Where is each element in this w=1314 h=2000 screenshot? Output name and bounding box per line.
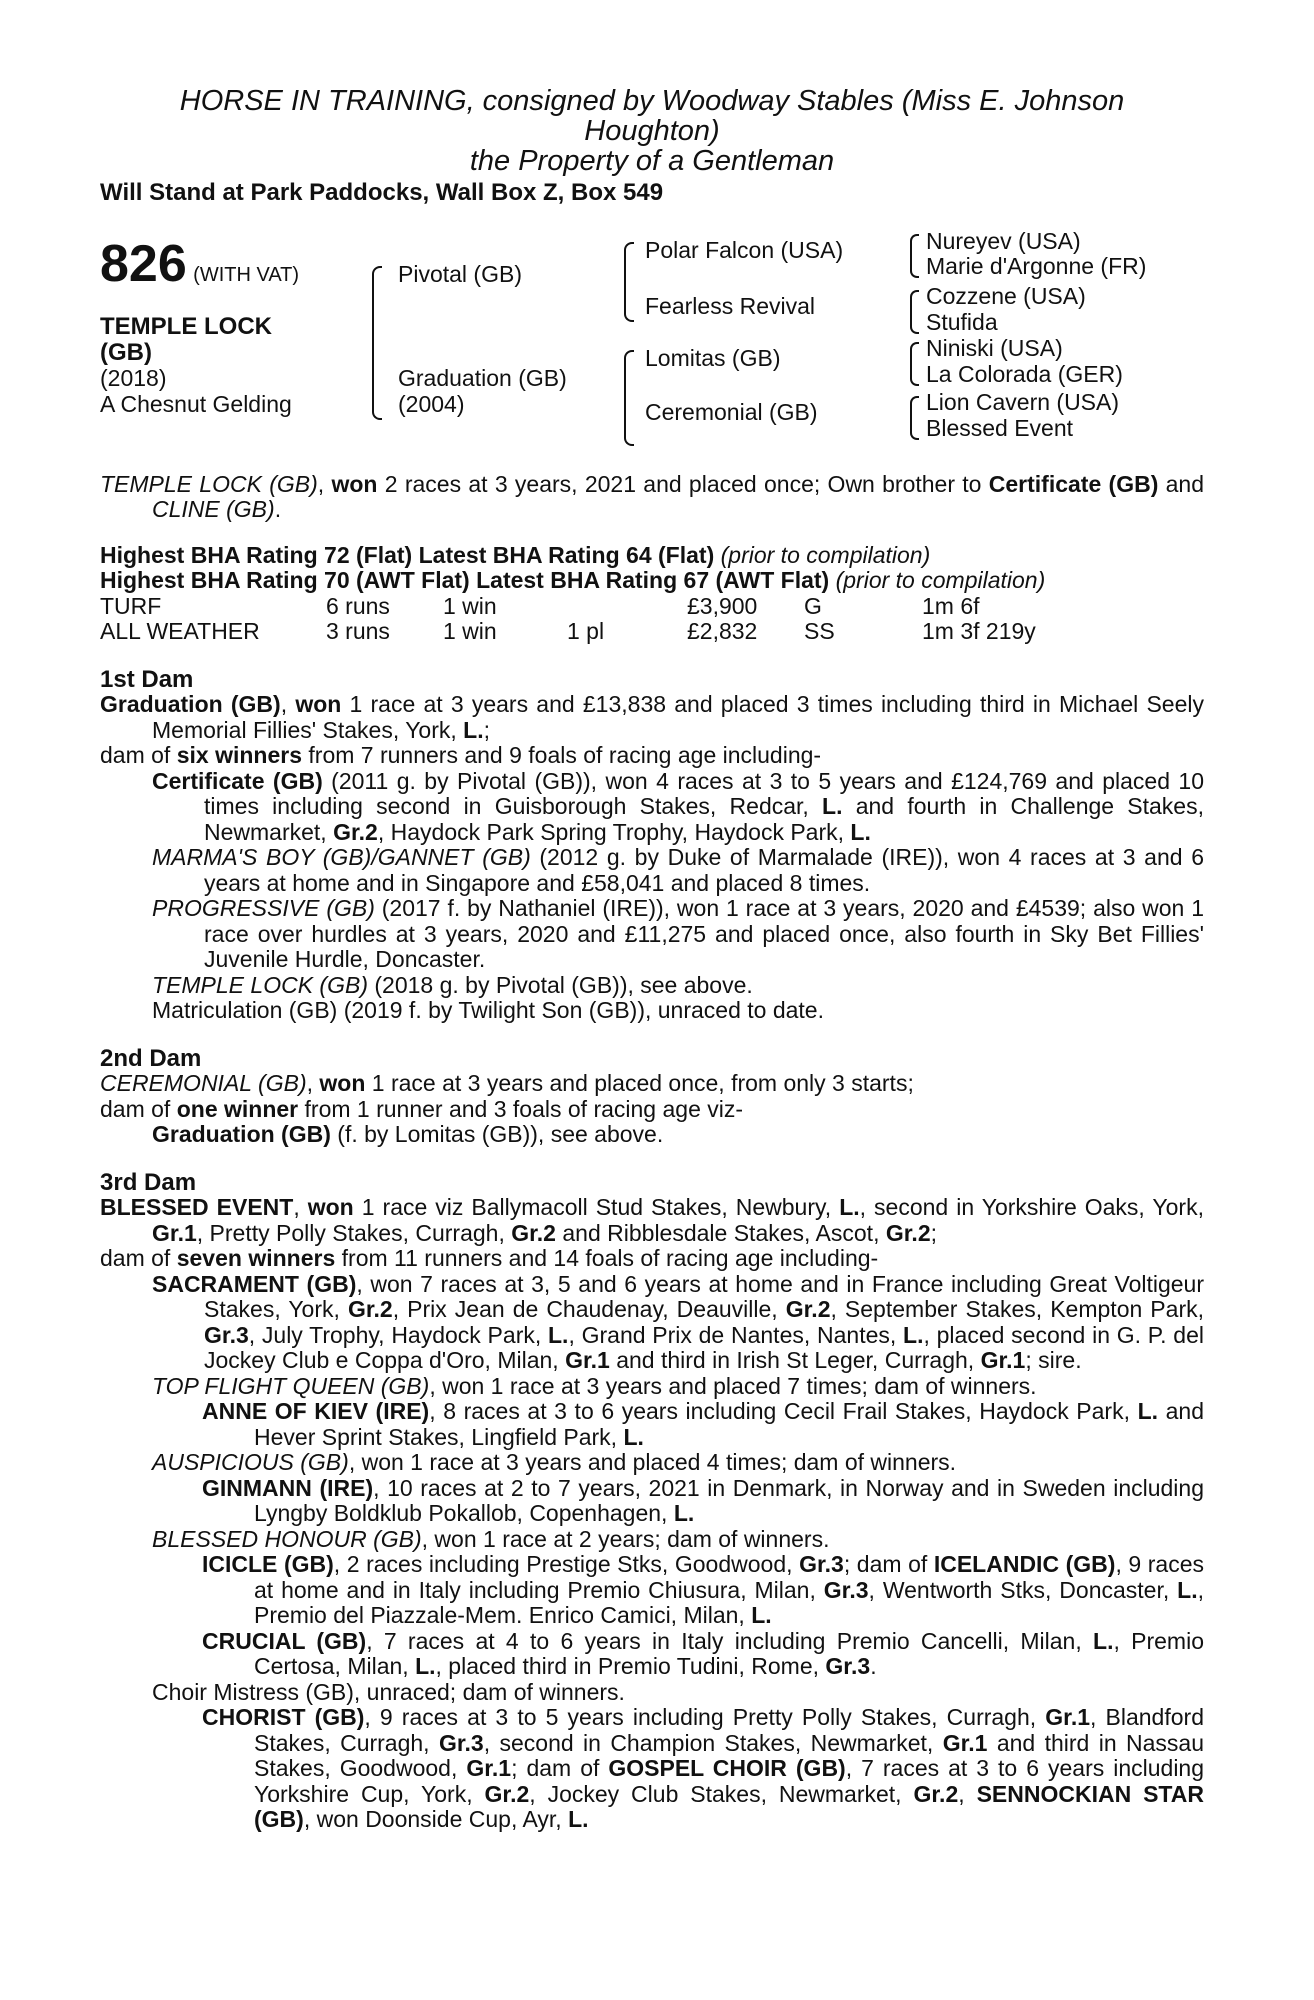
second-dam-produce-summary	[100, 1097, 1204, 1123]
record-text: , won 7 races at 3, 5 and 6 years at home and in France including Great Voltigeur Stakes, York,	[204, 1270, 1204, 1322]
produce-name: ANNE OF KIEV (IRE)	[202, 1398, 430, 1424]
first-dam-record: Graduation (GB), won 1 race at 3 years and £13,838 and placed 3 times including third in Michael Seely Memorial Fillies' Stakes, York, L.;	[100, 691, 1204, 743]
record-text: , Pretty Polly Stakes, Curragh,	[196, 1219, 512, 1246]
grade: L.	[822, 793, 843, 819]
record-text: , Premio del Piazzale-Mem. Enrico Camici, Milan,	[254, 1576, 1204, 1628]
record-text: from 7 runners and 9 foals of racing age including-	[302, 742, 822, 768]
first-dam-name: Graduation (GB)	[100, 691, 281, 717]
produce-choir-mistress: Choir Mistress (GB), unraced; dam of winners.	[152, 1678, 625, 1705]
third-dam-produce-summary	[100, 1246, 1204, 1272]
sire-sire: Polar Falcon (USA)	[645, 236, 844, 263]
grandsire-1: Nureyev (USA)	[926, 227, 1081, 254]
record-text: , won Doonside Cup, Ayr,	[303, 1806, 569, 1832]
header-line-1: HORSE IN TRAINING, consigned by Woodway Stables (Miss E. Johnson	[179, 86, 1125, 117]
table-row	[100, 594, 1122, 620]
record-text: (2018 g. by Pivotal (GB)), see above.	[367, 971, 753, 998]
placed	[567, 594, 687, 620]
record-text: .	[870, 1653, 877, 1679]
produce-name: CHORIST (GB)	[202, 1704, 365, 1730]
runs: 6 runs	[326, 592, 390, 619]
third-dam-record: BLESSED EVENT, won 1 race viz Ballymacoll Stud Stakes, Newbury, L., second in Yorkshire Oaks, York, Gr.1, Pretty Polly Stakes, Curragh, Gr.2 and Ribblesdale Stakes, Ascot, Gr.2;	[100, 1194, 1204, 1246]
rating-note-2: (prior to compilation)	[835, 567, 1046, 593]
horse-name-line1: TEMPLE LOCK	[100, 312, 272, 340]
prize-money: £2,832	[687, 618, 758, 644]
grade: L.	[839, 1194, 860, 1220]
record-text: , Wentworth Stks, Doncaster,	[868, 1576, 1178, 1603]
produce-icicle	[202, 1552, 1204, 1629]
dam-line-brace	[624, 350, 634, 446]
record-text: , placed third in Premio Tudini, Rome,	[435, 1653, 826, 1679]
record-text: , 10 races at 2 to 7 years, 2021 in Denmark, in Norway and in Sweden including Lyngby Boldklub Pokallob, Copenhagen,	[254, 1474, 1204, 1526]
produce-name: GINMANN (IRE)	[202, 1474, 374, 1501]
sire-dam-brace	[372, 266, 382, 420]
record-text: (2011 g. by Pivotal (GB)), won 4 races at 3 to 5 years and £124,769 and placed 10 times including second in Guisborough Stakes, Redcar,	[204, 767, 1204, 819]
summary-text: 2 races at 3 years, 2021 and placed once; Own brother to	[377, 470, 989, 497]
stand-location: Will Stand at Park Paddocks, Wall Box Z, Box 549	[100, 179, 664, 206]
produce-name: ICELANDIC (GB)	[933, 1551, 1116, 1577]
second-dam-name: CEREMONIAL (GB)	[100, 1070, 307, 1096]
race-record-table	[100, 594, 1122, 645]
record-text: , 2 races including Prestige Stks, Goodwood,	[333, 1551, 800, 1577]
grade: L.	[415, 1653, 436, 1679]
record-text: ; dam of	[843, 1551, 934, 1577]
grade: Gr.1	[1045, 1704, 1091, 1730]
second-dam-record: CEREMONIAL (GB), won 1 race at 3 years and placed once, from only 3 starts;	[100, 1070, 914, 1096]
grandsire-3: Niniski (USA)	[926, 334, 1063, 361]
grandsire-4: Lion Cavern (USA)	[926, 388, 1120, 415]
record-text: (2012 g. by Duke of Marmalade (IRE)), won 4 races at 3 and 6 years at home and in Singapore and £58,041 and placed 8 times.	[204, 844, 1204, 896]
grade: Gr.3	[204, 1321, 249, 1348]
record-text: , 7 races at 4 to 6 years in Italy including Premio Cancelli, Milan,	[366, 1627, 1094, 1654]
horse-name-line2: (GB)	[100, 338, 152, 366]
third-dam-heading: 3rd Dam	[100, 1168, 197, 1196]
grade: L.	[673, 1500, 695, 1526]
produce-name: AUSPICIOUS (GB)	[152, 1449, 349, 1475]
lot-heading	[100, 234, 300, 293]
produce-name: TOP FLIGHT QUEEN (GB)	[152, 1372, 430, 1399]
record-text: , won 1 race at 2 years; dam of winners.	[421, 1525, 830, 1552]
first-dam-heading: 1st Dam	[100, 665, 194, 693]
record-text: , July Trophy, Haydock Park,	[248, 1321, 548, 1348]
grade: L.	[548, 1321, 569, 1348]
record-text: , 9 races at home and in Italy including Premio Chiusura, Milan,	[254, 1551, 1204, 1603]
record-text: (2017 f. by Nathaniel (IRE)), won 1 race at 3 years, 2020 and £4539; also won 1 race over hurdles at 3 years, 2020 and £11,275 and placed once, also fourth in Sky Bet Fillies' Juvenile Hurdle, Doncaster.	[204, 895, 1204, 972]
rating-line-2: Highest BHA Rating 70 (AWT Flat) Latest BHA Rating 67 (AWT Flat)	[100, 567, 830, 593]
distance: 1m 6f	[922, 592, 980, 619]
produce-crucial	[202, 1629, 1204, 1680]
produce-graduation	[152, 1122, 1204, 1148]
g-brace-3	[910, 342, 919, 386]
sire-line-brace	[624, 242, 634, 322]
produce-name: Certificate (GB)	[152, 767, 323, 794]
grade: Gr.2	[333, 818, 378, 845]
record-text: and third in Irish St Leger, Curragh,	[609, 1347, 981, 1373]
produce-name: Graduation (GB)	[152, 1121, 331, 1147]
produce-blessed-honour	[152, 1527, 1204, 1553]
grade: Gr.3	[438, 1729, 484, 1756]
summary-brother-1: Certificate (GB)	[988, 470, 1159, 497]
g-brace-2	[910, 290, 919, 334]
record-text: , second in Champion Stakes, Newmarket,	[483, 1729, 943, 1756]
surface: TURF	[100, 592, 162, 619]
record-text: 1 race at 3 years and placed once, from only 3 starts;	[365, 1070, 914, 1096]
grade: Gr.1	[942, 1729, 988, 1756]
grade: L.	[568, 1806, 589, 1832]
record-text: ,	[958, 1780, 977, 1807]
horse-summary: TEMPLE LOCK (GB), won 2 races at 3 years, 2021 and placed once; Own brother to Certificate (GB) and CLINE (GB).	[100, 470, 1204, 522]
record-text: , Premio Certosa, Milan,	[254, 1627, 1204, 1679]
record-text: and Ribblesdale Stakes, Ascot,	[555, 1219, 886, 1246]
wins: 1 win	[443, 618, 497, 644]
grade: Gr.2	[785, 1296, 831, 1322]
won-label: won	[307, 1194, 354, 1220]
produce-chorist	[202, 1705, 1204, 1833]
grade: Gr.1	[980, 1347, 1026, 1373]
grade: Gr.2	[347, 1296, 393, 1322]
record-text: , September Stakes, Kempton Park,	[830, 1296, 1204, 1322]
produce-name: SACRAMENT (GB)	[152, 1270, 357, 1297]
going: SS	[804, 618, 835, 644]
produce-name: PROGRESSIVE (GB)	[152, 895, 375, 921]
pedigree-block	[100, 227, 1204, 464]
record-text: and Hever Sprint Stakes, Lingfield Park,	[254, 1398, 1204, 1450]
summary-brother-2: CLINE (GB)	[152, 496, 275, 522]
g-brace-4	[910, 396, 919, 440]
produce-progressive	[152, 896, 1204, 973]
granddam-2: Stufida	[926, 308, 998, 335]
granddam-4: Blessed Event	[926, 414, 1074, 441]
granddam-3: La Colorada (GER)	[926, 360, 1123, 387]
record-text: 1 race at 3 years and £13,838 and placed 3 times including third in Michael Seely Memorial Fillies' Stakes, York,	[152, 691, 1204, 743]
first-dam-produce-summary	[100, 743, 1204, 769]
won-label: won	[319, 1070, 366, 1096]
record-text: (f. by Lomitas (GB)), see above.	[330, 1121, 664, 1147]
grade: Gr.2	[885, 1219, 931, 1246]
grade: Gr.3	[799, 1551, 844, 1577]
surface: ALL WEATHER	[100, 618, 260, 644]
distance: 1m 3f 219y	[922, 618, 1036, 644]
going: G	[804, 592, 822, 619]
produce-sacrament	[152, 1272, 1204, 1374]
record-text: ;	[483, 716, 491, 743]
produce-name: TEMPLE LOCK (GB)	[152, 971, 368, 998]
produce-auspicious	[152, 1450, 1204, 1476]
produce-temple-lock	[152, 973, 1204, 999]
produce-top-flight-queen	[152, 1374, 1204, 1400]
grade: L.	[623, 1423, 644, 1450]
record-text: , 8 races at 3 to 6 years including Cecil Frail Stakes, Haydock Park,	[429, 1398, 1138, 1424]
dam-year: (2004)	[398, 390, 465, 417]
grade: L.	[1093, 1627, 1114, 1654]
grade: L.	[903, 1321, 924, 1348]
winners-count: six winners	[176, 742, 302, 768]
winners-count: seven winners	[176, 1245, 336, 1271]
grade: L.	[850, 818, 871, 845]
record-text: ;	[930, 1219, 938, 1246]
granddam-1: Marie d'Argonne (FR)	[926, 252, 1147, 279]
record-text: dam of	[100, 742, 177, 768]
third-dam-name: BLESSED EVENT	[100, 1194, 294, 1220]
produce-marmas-boy	[152, 845, 1204, 896]
produce-name: GOSPEL CHOIR (GB)	[608, 1755, 846, 1781]
dam: Graduation (GB)	[398, 364, 567, 391]
dam-dam: Ceremonial (GB)	[645, 398, 818, 425]
record-text: dam of	[100, 1095, 177, 1122]
grade: L.	[1137, 1398, 1159, 1424]
produce-matriculation: Matriculation (GB) (2019 f. by Twilight Son (GB)), unraced to date.	[152, 997, 824, 1023]
grade: Gr.3	[825, 1653, 871, 1679]
record-text: , Blandford Stakes, Curragh,	[254, 1704, 1204, 1756]
prize-money: £3,900	[687, 592, 758, 619]
rating-line-1: Highest BHA Rating 72 (Flat) Latest BHA Rating 64 (Flat)	[100, 541, 715, 568]
sire-dam: Fearless Revival	[645, 292, 815, 319]
grade: Gr.1	[466, 1755, 512, 1781]
produce-name: BLESSED HONOUR (GB)	[152, 1525, 422, 1552]
record-text: from 1 runner and 3 foals of racing age viz-	[298, 1095, 744, 1122]
table-row	[100, 619, 1122, 645]
produce-name: CRUCIAL (GB)	[202, 1627, 367, 1654]
record-text: , Grand Prix de Nantes, Nantes,	[568, 1321, 904, 1348]
record-text: , 9 races at 3 to 5 years including Pretty Polly Stakes, Curragh,	[364, 1704, 1046, 1730]
record-text: , Prix Jean de Chaudenay, Deauville,	[392, 1296, 786, 1322]
grade: Gr.2	[511, 1219, 556, 1246]
runs: 3 runs	[326, 618, 390, 644]
record-text: ; dam of	[511, 1755, 609, 1781]
wins: 1 win	[443, 592, 497, 619]
record-text: , Jockey Club Stakes, Newmarket,	[529, 1780, 914, 1807]
won-label: won	[295, 691, 342, 717]
second-dam-heading: 2nd Dam	[100, 1044, 202, 1072]
grandsire-2: Cozzene (USA)	[926, 282, 1086, 309]
produce-certificate	[152, 769, 1204, 846]
produce-name: SENNOCKIAN STAR (GB)	[254, 1780, 1204, 1832]
ratings	[100, 543, 1204, 594]
placed: 1 pl	[567, 618, 605, 644]
sire: Pivotal (GB)	[398, 260, 522, 287]
record-text: , placed second in G. P. del Jockey Club e Coppa d'Oro, Milan,	[204, 1321, 1204, 1373]
winners-count: one winner	[176, 1095, 299, 1122]
produce-ginmann	[202, 1476, 1204, 1527]
record-text: dam of	[100, 1245, 177, 1271]
record-text: and third in Nassau Stakes, Goodwood,	[254, 1729, 1204, 1781]
summary-and: and	[1158, 470, 1204, 497]
horse-description: A Chesnut Gelding	[100, 390, 292, 417]
record-text: , won 1 race at 3 years and placed 4 times; dam of winners.	[348, 1449, 957, 1475]
produce-anne-of-kiev	[202, 1399, 1204, 1450]
grade: Gr.3	[823, 1576, 869, 1603]
grade: Gr.2	[913, 1780, 959, 1807]
header-line-3: the Property of a Gentleman	[469, 145, 835, 177]
record-text: and fourth in Challenge Stakes, Newmarket,	[204, 793, 1204, 845]
produce-name: MARMA'S BOY (GB)/GANNET (GB)	[152, 844, 531, 870]
record-text: 1 race viz Ballymacoll Stud Stakes, Newbury,	[353, 1194, 840, 1220]
record-text: , won 1 race at 3 years and placed 7 times; dam of winners.	[429, 1372, 1037, 1399]
record-text: , Haydock Park Spring Trophy, Haydock Park,	[377, 818, 851, 845]
rating-note-1: (prior to compilation)	[720, 541, 931, 568]
summary-horse-name: TEMPLE LOCK (GB)	[100, 470, 318, 497]
record-text: , 7 races at 3 to 6 years including Yorkshire Cup, York,	[254, 1755, 1204, 1807]
grade: L.	[751, 1602, 772, 1628]
summary-end: .	[274, 496, 282, 522]
catalogue-page	[100, 86, 1204, 1986]
record-text: ; sire.	[1025, 1347, 1082, 1373]
vat-note: (WITH VAT)	[193, 263, 300, 286]
g-brace-1	[910, 234, 919, 278]
header-line-2: Houghton)	[584, 115, 720, 147]
record-text: from 11 runners and 14 foals of racing age including-	[335, 1245, 879, 1271]
grade: Gr.2	[484, 1780, 530, 1807]
record-text: , second in Yorkshire Oaks, York,	[859, 1194, 1204, 1220]
dam-sire: Lomitas (GB)	[645, 344, 781, 371]
grade: L.	[463, 716, 484, 743]
summary-won: won	[331, 470, 378, 497]
lot-number: 826	[100, 234, 187, 293]
produce-name: ICICLE (GB)	[202, 1551, 334, 1577]
grade: L.	[1177, 1576, 1198, 1603]
grade: Gr.1	[152, 1219, 197, 1246]
grade: Gr.1	[565, 1347, 610, 1373]
foaling-year: (2018)	[100, 364, 167, 391]
consignor-header	[100, 86, 1204, 176]
